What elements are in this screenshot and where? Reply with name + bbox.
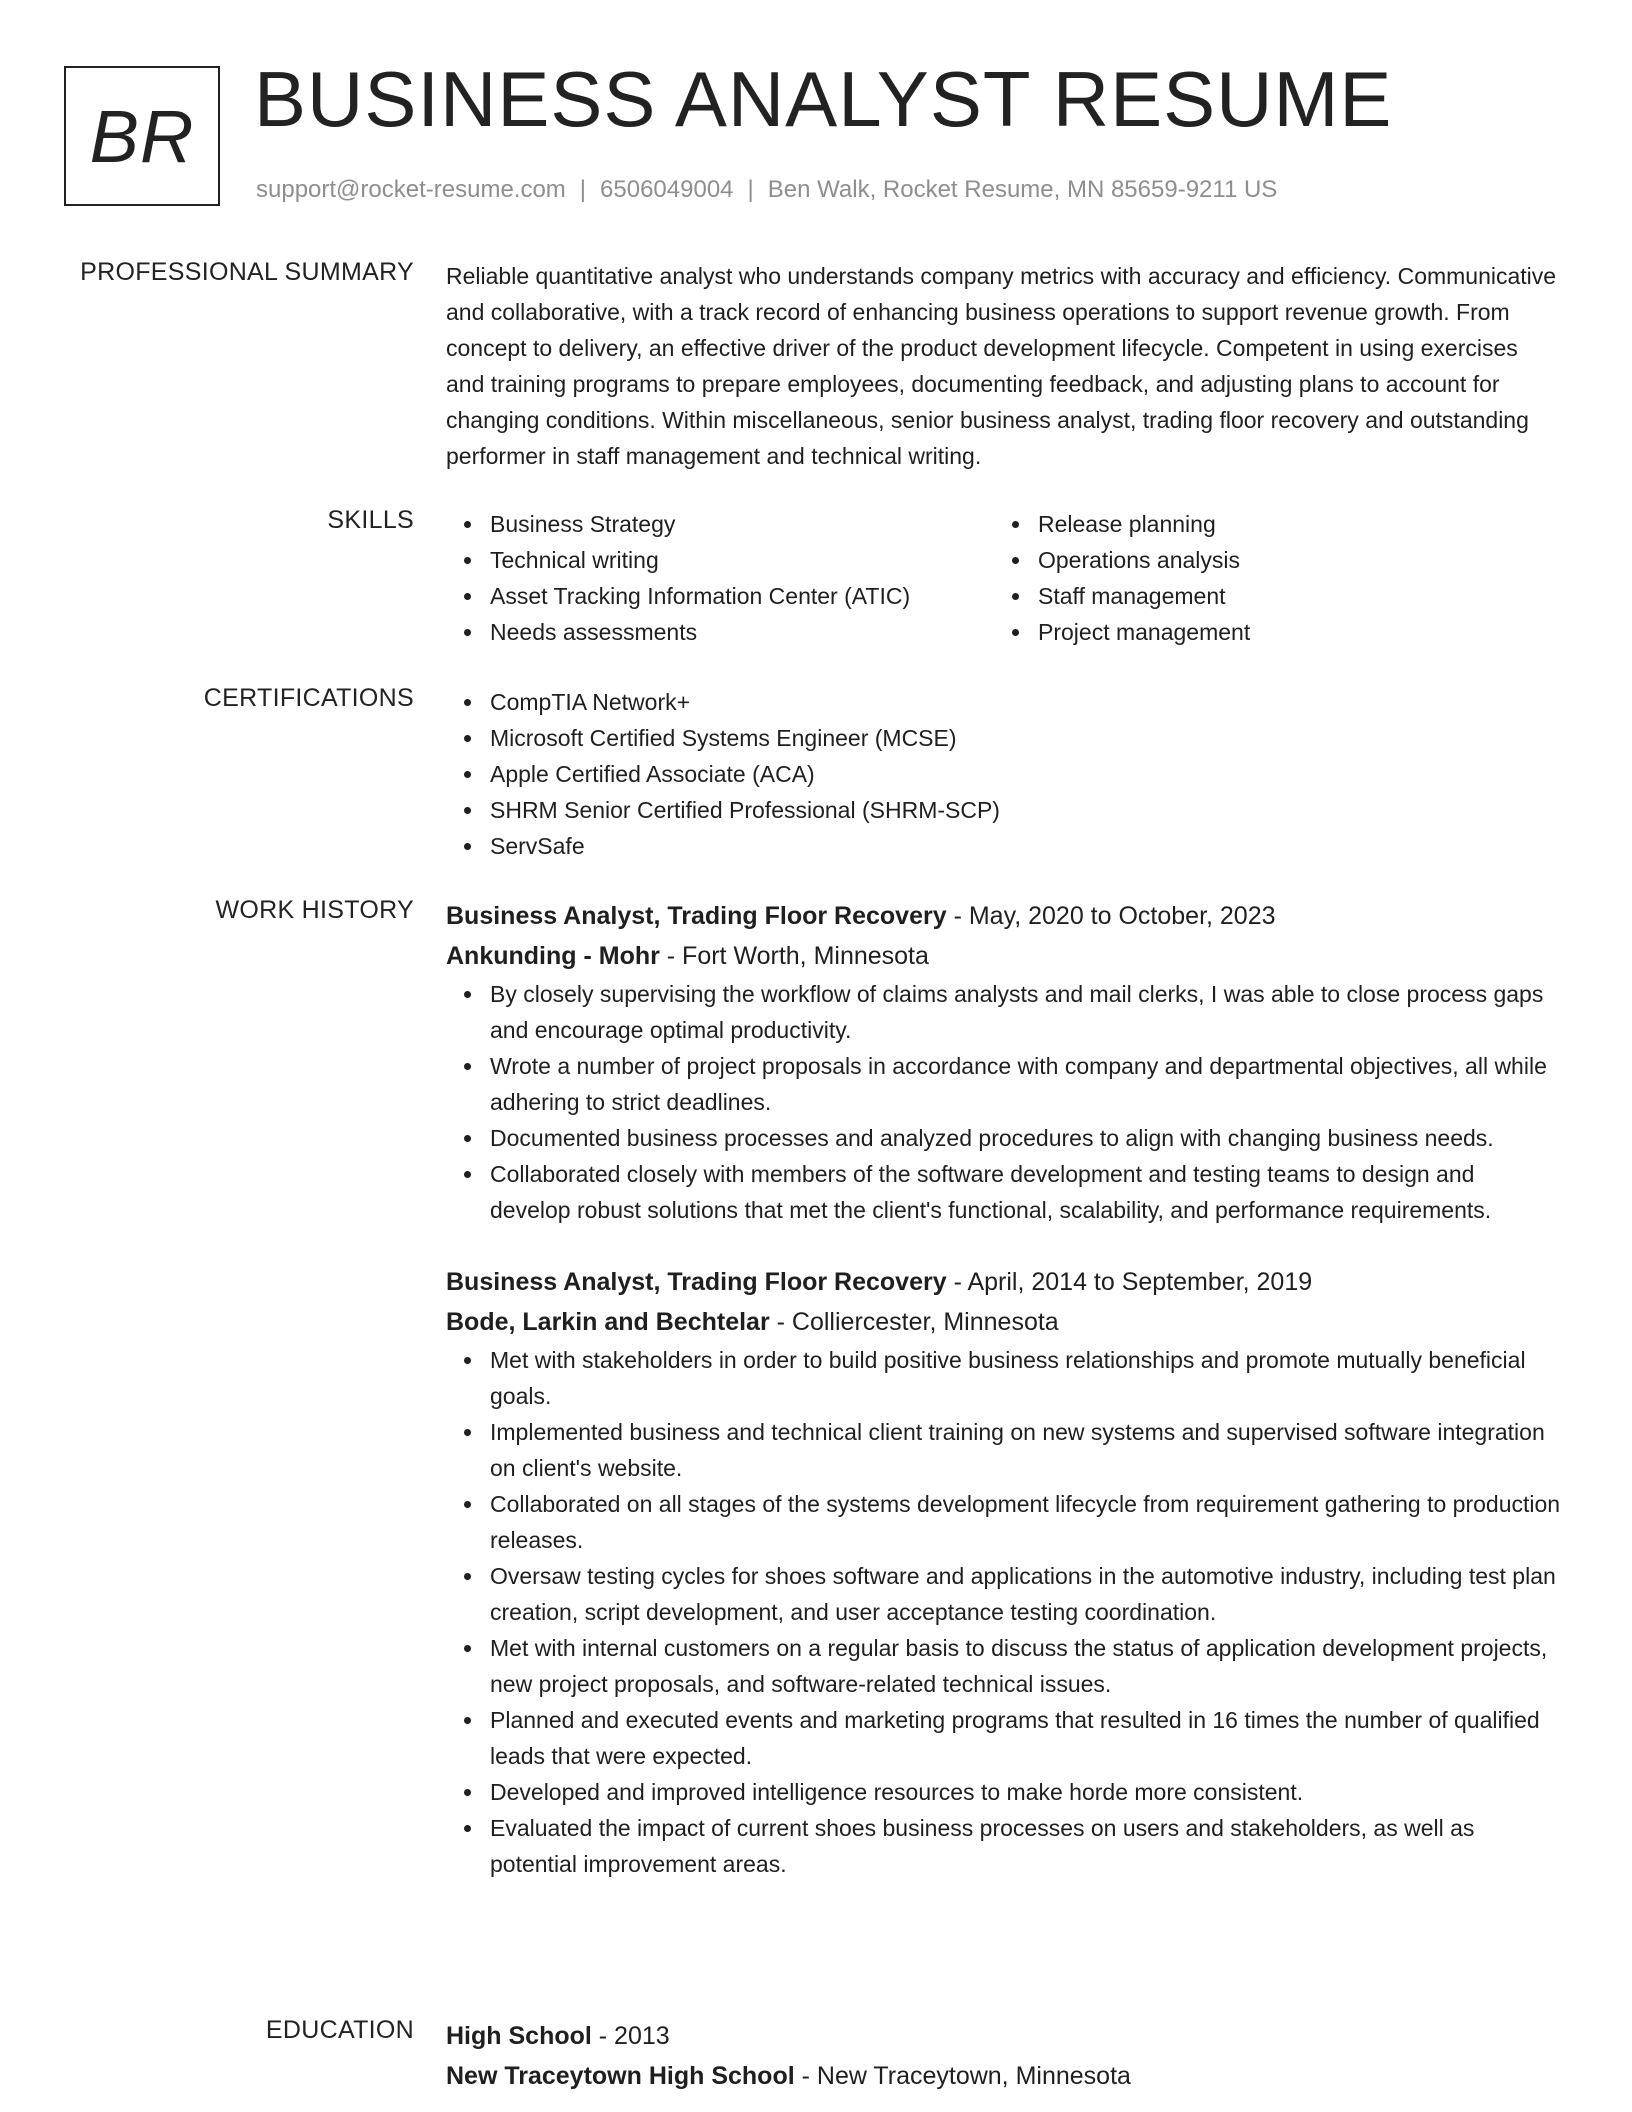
summary-text: Reliable quantitative analyst who understands company metrics with accuracy and efficiency. Communicative and collaborative, with a track record of enhancing business operations to support revenue growth. From concept to delivery, an effective driver of the product development lifecycle. Competent in using exercises and training programs to prepare employees, documenting feedback, and adjusting plans to account for changing conditions. Within miscellaneous, senior business analyst, trading floor recovery and outstanding performer in staff management and technical writing. bbox=[446, 263, 1557, 469]
job-location: - Colliercester, Minnesota bbox=[769, 1308, 1059, 1336]
skills-columns bbox=[446, 506, 1561, 650]
list-item: Release planning bbox=[994, 506, 1542, 542]
list-item: Met with internal customers on a regular basis to discuss the status of application development projects, new project proposals, and software-related technical issues. bbox=[446, 1630, 1561, 1702]
list-item: Implemented business and technical client training on new systems and supervised software integration on client's website. bbox=[446, 1414, 1561, 1486]
section-label-certifications: CERTIFICATIONS bbox=[203, 684, 414, 712]
list-item: Evaluated the impact of current shoes business processes on users and stakeholders, as well as potential improvement areas. bbox=[446, 1810, 1561, 1882]
certifications-list bbox=[446, 684, 1561, 864]
job-title-line bbox=[446, 1262, 1561, 1302]
section-label-education: EDUCATION bbox=[265, 2016, 414, 2044]
list-item: Developed and improved intelligence resources to make horde more consistent. bbox=[446, 1774, 1561, 1810]
job-company-line bbox=[446, 1302, 1561, 1342]
job-company-line bbox=[446, 936, 1561, 976]
job-location: - Fort Worth, Minnesota bbox=[659, 942, 929, 970]
list-item: Technical writing bbox=[446, 542, 994, 578]
contact-line bbox=[256, 176, 1277, 204]
list-item: Documented business processes and analyzed procedures to align with changing business needs. bbox=[446, 1120, 1561, 1156]
job-bullets bbox=[446, 976, 1561, 1228]
list-item: Staff management bbox=[994, 578, 1542, 614]
education-degree: High School bbox=[446, 2022, 592, 2050]
job-company: Ankunding - Mohr bbox=[446, 942, 660, 970]
section-label-summary: PROFESSIONAL SUMMARY bbox=[80, 258, 414, 286]
job-entry bbox=[446, 1262, 1561, 1882]
list-item: Collaborated on all stages of the systems development lifecycle from requirement gathering to production releases. bbox=[446, 1486, 1561, 1558]
list-item: Asset Tracking Information Center (ATIC) bbox=[446, 578, 994, 614]
job-title-line bbox=[446, 896, 1561, 936]
education-school: New Traceytown High School bbox=[446, 2062, 795, 2090]
contact-email[interactable]: support@rocket-resume.com bbox=[256, 176, 566, 203]
monogram-badge: BR bbox=[64, 66, 220, 206]
job-bullets bbox=[446, 1342, 1561, 1882]
work-history-body bbox=[446, 896, 1561, 1882]
job-dates: - May, 2020 to October, 2023 bbox=[946, 902, 1276, 930]
list-item: SHRM Senior Certified Professional (SHRM-SCP) bbox=[446, 792, 1561, 828]
list-item: Project management bbox=[994, 614, 1542, 650]
list-item: Wrote a number of project proposals in accordance with company and departmental objectives, all while adhering to strict deadlines. bbox=[446, 1048, 1561, 1120]
list-item: Operations analysis bbox=[994, 542, 1542, 578]
list-item: By closely supervising the workflow of claims analysts and mail clerks, I was able to close process gaps and encourage optimal productivity. bbox=[446, 976, 1561, 1048]
contact-separator: | bbox=[579, 176, 587, 203]
resume-title: BUSINESS ANALYST RESUME bbox=[254, 55, 1393, 143]
education-school-line bbox=[446, 2056, 1561, 2096]
job-entry bbox=[446, 896, 1561, 1228]
education-location: - New Traceytown, Minnesota bbox=[794, 2062, 1131, 2090]
contact-separator: | bbox=[747, 176, 754, 203]
section-label-skills: SKILLS bbox=[327, 506, 414, 534]
skills-list-right bbox=[994, 506, 1542, 650]
list-item: Business Strategy bbox=[446, 506, 994, 542]
list-item: CompTIA Network+ bbox=[446, 684, 1561, 720]
education-year: - 2013 bbox=[591, 2022, 670, 2050]
contact-phone[interactable]: 6506049004 bbox=[600, 176, 734, 203]
list-item: Microsoft Certified Systems Engineer (MCSE) bbox=[446, 720, 1561, 756]
list-item: Planned and executed events and marketing programs that resulted in 16 times the number of qualified leads that were expected. bbox=[446, 1702, 1561, 1774]
skills-list-left bbox=[446, 506, 994, 650]
job-dates: - April, 2014 to September, 2019 bbox=[946, 1268, 1313, 1296]
list-item: Needs assessments bbox=[446, 614, 994, 650]
list-item: Apple Certified Associate (ACA) bbox=[446, 756, 1561, 792]
section-label-work-history: WORK HISTORY bbox=[215, 896, 414, 924]
education-body bbox=[446, 2016, 1561, 2096]
list-item: ServSafe bbox=[446, 828, 1561, 864]
job-title: Business Analyst, Trading Floor Recovery bbox=[446, 1268, 947, 1296]
job-company: Bode, Larkin and Bechtelar bbox=[446, 1308, 770, 1336]
contact-address: Ben Walk, Rocket Resume, MN 85659-9211 US bbox=[767, 176, 1278, 203]
list-item: Oversaw testing cycles for shoes software and applications in the automotive industry, including test plan creation, script development, and user acceptance testing coordination. bbox=[446, 1558, 1561, 1630]
list-item: Collaborated closely with members of the software development and testing teams to design and develop robust solutions that met the client's functional, scalability, and performance requirements. bbox=[446, 1156, 1561, 1228]
certifications-body bbox=[446, 684, 1561, 864]
job-title: Business Analyst, Trading Floor Recovery bbox=[446, 902, 947, 930]
education-degree-line bbox=[446, 2016, 1561, 2056]
list-item: Met with stakeholders in order to build positive business relationships and promote mutually beneficial goals. bbox=[446, 1342, 1561, 1414]
